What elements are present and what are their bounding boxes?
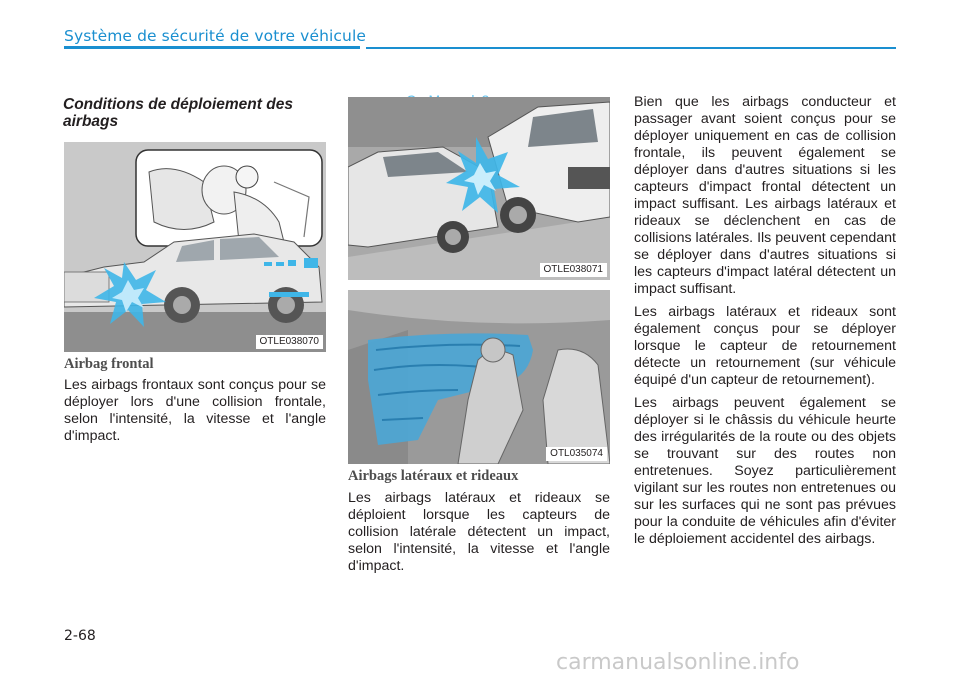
side-airbag-heading: Airbags latéraux et rideaux (348, 468, 519, 484)
watermark-bottom: carmanualsonline.info (556, 650, 800, 675)
paragraph-3: Les airbags peuvent également se déployer si le châssis du véhicule heurte des irrégularités de la route ou des objets se trouvant sur des routes non entretenues. Soyez particulièrement vigilant sur les routes non entretenues ou sur les surfaces qui ne sont pas prévues pour la conduite de véhicules afin d'éviter le déploiement accidentel des airbags. (634, 395, 896, 547)
section-heading: Conditions de déploiement des airbags (63, 96, 293, 130)
side-airbag-text (348, 490, 610, 581)
frontal-collision-illustration (64, 142, 326, 352)
frontal-airbag-heading: Airbag frontal (64, 356, 154, 372)
frontal-airbag-figure (64, 142, 326, 352)
header-rule-thick (64, 46, 360, 49)
side-airbag-paragraph: Les airbags latéraux et rideaux se déploient lorsque les capteurs de collision latérale détectent un impact, selon l'intensité, la vitesse et l'angle d'impact. (348, 490, 610, 574)
curtain-airbag-illustration (348, 290, 610, 464)
paragraph-1: Bien que les airbags conducteur et passager avant soient conçus pour se déployer uniquement en cas de collision frontale, ils peuvent également se déployer dans d'autres situations si les capteurs d'impact frontal détectent un impact suffisant. Les airbags latéraux et rideaux se déclenchent en cas de collisions latérales. Ils peuvent cependant se déployer dans d'autres situations si les capteurs d'impact latéral détectent un impact suffisant. (634, 94, 896, 297)
figure-label: OTLE038070 (256, 335, 324, 349)
frontal-airbag-text (64, 377, 326, 451)
paragraph-2: Les airbags latéraux et rideaux sont également conçus pour se déployer lorsque le capteur de retournement détecte un retournement (sur véhicule équipé d'un capteur de retournement). (634, 304, 896, 388)
figure-label: OTLE038071 (540, 263, 608, 277)
curtain-airbag-figure (348, 290, 610, 464)
side-collision-illustration (348, 97, 610, 280)
figure-label: OTL035074 (546, 447, 607, 461)
frontal-airbag-paragraph: Les airbags frontaux sont conçus pour se déployer lors d'une collision frontale, selon l'intensité, la vitesse et l'angle d'impact. (64, 377, 326, 444)
section-title: Système de sécurité de votre véhicule (64, 27, 366, 45)
right-column-text (634, 94, 896, 554)
header-rule-thin (366, 47, 896, 49)
page-number: 2-68 (64, 628, 96, 644)
side-collision-figure (348, 97, 610, 280)
